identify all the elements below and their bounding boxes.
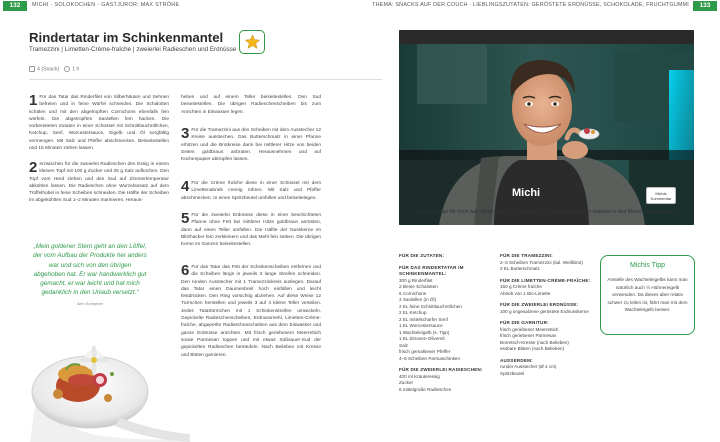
step-text: Für das Tatar das Rinderfilet von Silberhäuten und Sehnen befreien und in feine Würfel schneiden. Die Schalotten schälen und mit den abgetropften Cornichons ebenfalls fein würfeln. Die abgetropften Sardellen fein hacken. Die vorbereiteten Zutaten in einer Schüssel mit Schnittlauchröllchen, Ketchup, Senf, Worcestersauce, Eigelb und Öl sorgfältig vermengen. Mit Salz und Pfeffer abschmecken. Beiseitestellen und 15 Minuten ziehen lassen. xyxy=(29,95,169,152)
step-1 xyxy=(29,94,169,156)
step-text: Für die Tramezzini aus den Scheiben mit dem Ausstecher 12 Kreise ausstechen. Das Butterschmalz in einer Pfanne erhitzen und die Brotkreise darin bei mittlerer Hitze von beiden Seiten goldbraun anbraten. Herausnehmen und auf Küchenpapier abtropfen lassen. xyxy=(181,128,321,163)
photo-caption: Die Challenge für mich war, einen Snack zu kreieren, den man als einzelnen Happen in den Mund schieben kann. xyxy=(415,209,678,215)
servings-info xyxy=(29,66,59,72)
tip-title: Michis Tipp xyxy=(629,262,665,269)
ingredient: 2 EL mittelscharfer Senf xyxy=(399,316,448,322)
quote-author: Alex Kumptner xyxy=(76,301,104,306)
ingredient: 4–6 Scheiben Parmaschinken xyxy=(399,355,461,361)
ingredient: frisch geriebener Meerrettich xyxy=(500,326,559,332)
ingredient: 300 g Rinderfilet xyxy=(399,277,433,283)
time-info xyxy=(64,66,79,72)
michis-comment-label: Michis Kommentar xyxy=(646,187,676,204)
ingredient: Salz xyxy=(399,342,408,348)
ingredient: 8 mittelgroße Radieschen xyxy=(399,386,452,392)
ingredient: 2 EL Butterschmalz xyxy=(500,266,540,271)
ingredients-heading: AUSSERDEM: xyxy=(500,357,533,363)
step-4 xyxy=(181,180,321,210)
step-number: 5 xyxy=(181,212,190,227)
tip-text: Anstelle des Wachteleigelbs kann man natürlich auch ½ Hühnereigelb verwenden. Da dieses aber relativ schwer zu teilen ist, fährt man mit dem Wachteleigelb besser. xyxy=(607,277,688,313)
ingredients-heading: FÜR DIE GARNITUR: xyxy=(500,320,549,325)
recipe-title: Rindertatar im Schinkenmantel xyxy=(29,30,224,45)
ingredients-heading: FÜR DIE ZUTATEN: xyxy=(399,253,445,258)
ingredient: frisch geriebener Parmesan xyxy=(500,333,557,338)
clock-icon xyxy=(64,66,70,72)
star-icon xyxy=(244,34,261,50)
servings-icon xyxy=(29,66,35,72)
ingredient: essbare Blüten (nach Belieben) xyxy=(500,346,565,351)
ingredient: 1 EL Zitronen-Olivenöl xyxy=(399,336,445,341)
step-5 xyxy=(181,212,321,256)
ingredient: 3 Sardellen (in Öl) xyxy=(399,297,437,302)
ingredients-column-1 xyxy=(399,253,494,393)
recipe-subtitle: Tramezzini | Limetten-Crème-fraîche | zweierlei Radieschen und Erdnüsse xyxy=(29,46,237,53)
ingredient: Zucker xyxy=(399,380,414,385)
step-number: 2 xyxy=(29,161,38,176)
step-number: 1 xyxy=(29,94,38,109)
dish-photo xyxy=(0,310,190,442)
servings-value: 4 (Snack) xyxy=(37,66,60,73)
step-6 xyxy=(181,264,321,374)
header-left-text: MICHI · SOLOKOCHEN · GASTJUROR: MAX STRÖHE xyxy=(32,2,180,8)
ingredient: 2 kleine Schalotten xyxy=(399,284,438,289)
ingredients-heading: FÜR DIE ZWEIERLEI RADIESCHEN: xyxy=(399,367,483,372)
ingredient: 2 EL feine Schnittlauchröllchen xyxy=(399,303,462,309)
step-3 xyxy=(181,127,321,171)
step-number: 4 xyxy=(181,180,190,195)
ingredients-heading: FÜR DIE TRAMEZZINI: xyxy=(500,253,553,258)
ingredient: 2 EL Ketchup xyxy=(399,310,427,315)
page-header xyxy=(0,0,720,12)
step-number: 6 xyxy=(181,264,190,279)
ingredient: 1 Wachteleigelb (s. Tipp) xyxy=(399,329,450,335)
page-number-right: 133 xyxy=(693,1,717,11)
ingredients-heading: FÜR DIE LIMETTEN-CRÈME-FRAÎCHE: xyxy=(500,277,591,283)
ingredient: 6 Cornichons xyxy=(399,290,427,296)
recipe-meta xyxy=(29,66,79,72)
step-number: 3 xyxy=(181,127,190,142)
time-value: 1 h xyxy=(72,66,80,73)
step-text: Inzwischen für die zweierlei Radieschen den Essig in einem kleinen Topf mit 100 g Zucker und 25 g Salz aufkochen. Den Topf vom Herd ziehen und den Sud auf Zimmertemperatur abkühlen lassen. Die Radieschen ohne Wurzelansatz auf dem Trüffelhobel in feine Scheiben schneiden. Die Hälfte der Scheiben im abgekühlten Sud 1–2 Minuten marinieren. Heraus- xyxy=(29,162,169,204)
header-right-text: THEMA: SNACKS AUF DER COUCH · LIEBLINGSZUTATEN: GERÖSTETE ERDNÜSSE, SCHOKOLADE, FRUCHTGUMMI xyxy=(372,2,689,8)
ingredient: 2–3 Scheiben Tramezzini (ital. Weißbrot) xyxy=(500,259,583,265)
step-text: Für die Crème fraîche diese in einer Schüssel mit dem Limettenabrieb cremig rühren. Mit Salz und Pfeffer abschmecken. In einen Spritzbeutel umfüllen und beiseitelegen. xyxy=(181,181,321,201)
ingredients-heading: FÜR DIE ZWEIERLEI ERDNÜSSE: xyxy=(500,302,579,307)
ingredient: frisch gemahlener Pfeffer xyxy=(399,349,451,354)
step-text: heben und auf einem Teller beiseitestellen. Den Sud beiseitestellen. Die übrigen Radieschenscheiben bis zum Anrichten in Eiswasser legen. xyxy=(181,95,321,115)
ingredient: Spritzbeutel xyxy=(500,370,525,376)
ingredients-heading: FÜR DAS RINDERTATAR IM SCHINKENMANTEL: xyxy=(399,264,464,276)
ingredient: 400 ml Kräuteressig xyxy=(399,373,440,379)
page-number-left: 132 xyxy=(3,1,27,11)
divider xyxy=(29,79,382,80)
jury-quote: „Mein goldener Stern geht an den Löffel, der vom Aufbau der Produkte her anders war und sich von den übrigen abgehoben hat. Er war handwerklich gut gemacht, er war leicht und hat mich gedanklich in den Urlaub versetzt.“ xyxy=(33,243,147,297)
step-2-continued xyxy=(181,94,321,124)
apron-label: Michi xyxy=(512,187,541,199)
ingredient: 150 g Crème fraîche xyxy=(500,284,542,289)
ingredients-column-2 xyxy=(500,253,595,377)
golden-star-badge xyxy=(239,30,265,54)
step-text: Für die zweierlei Erdnüsse diese in einer beschichteten Pfanne ohne Fett bei mittlerer Hitze goldbraun anrösten, dann auf einen Teller umfüllen. Die Hälfte der Nusskerne im Blitzhacker fein zerkleinern und das Mehl fein sieben. Die übrigen Kerne im Ganzen beiseitestellen. xyxy=(181,213,321,248)
step-text: Für das Tatar das Fett der Schinkenscheiben entfernen und die Scheiben längs in jeweils 3 lange Streifen schneiden. Den runden Ausstecher mit 1 Tramezzinikreis auslegen. Darauf das Tatar einen Daumenbreit hoch einfüllen und leicht festdrücken. Den Ring vorsichtig abziehen. Auf diese Weise 12 Türmchen herstellen und jeweils 3 auf 4 kleine Teller verteilen. Jedes Tatartürmchen mit 1 Schinkenstreifen umwickeln. Gepickelte Radieschenscheiben, Erdnussmehl, Limetten-Crème-fraîche, abgeperlte Radieschenscheiben aus dem Eiswasser und ganze Erdnüsse anrichten. Mit frisch geriebenem Meerrettich sowie Parmesan toppen und mit etwas Süßsauer-Sud der gepickelten Radieschen beträufeln. Nach Belieben mit Kresse und Blüten garnieren. xyxy=(181,265,321,358)
ingredient: Abrieb von 1 Bio-Limette xyxy=(500,290,551,296)
ingredient: runder Ausstecher (Ø 4 cm) xyxy=(500,364,557,369)
ingredient: 1 EL Worcestersauce xyxy=(399,323,443,328)
ingredient: Borretsch-Kresse (nach Belieben) xyxy=(500,339,569,345)
step-2 xyxy=(29,161,169,219)
ingredient: 100 g ungesalzene geröstete Erdnusskerne xyxy=(500,308,589,314)
